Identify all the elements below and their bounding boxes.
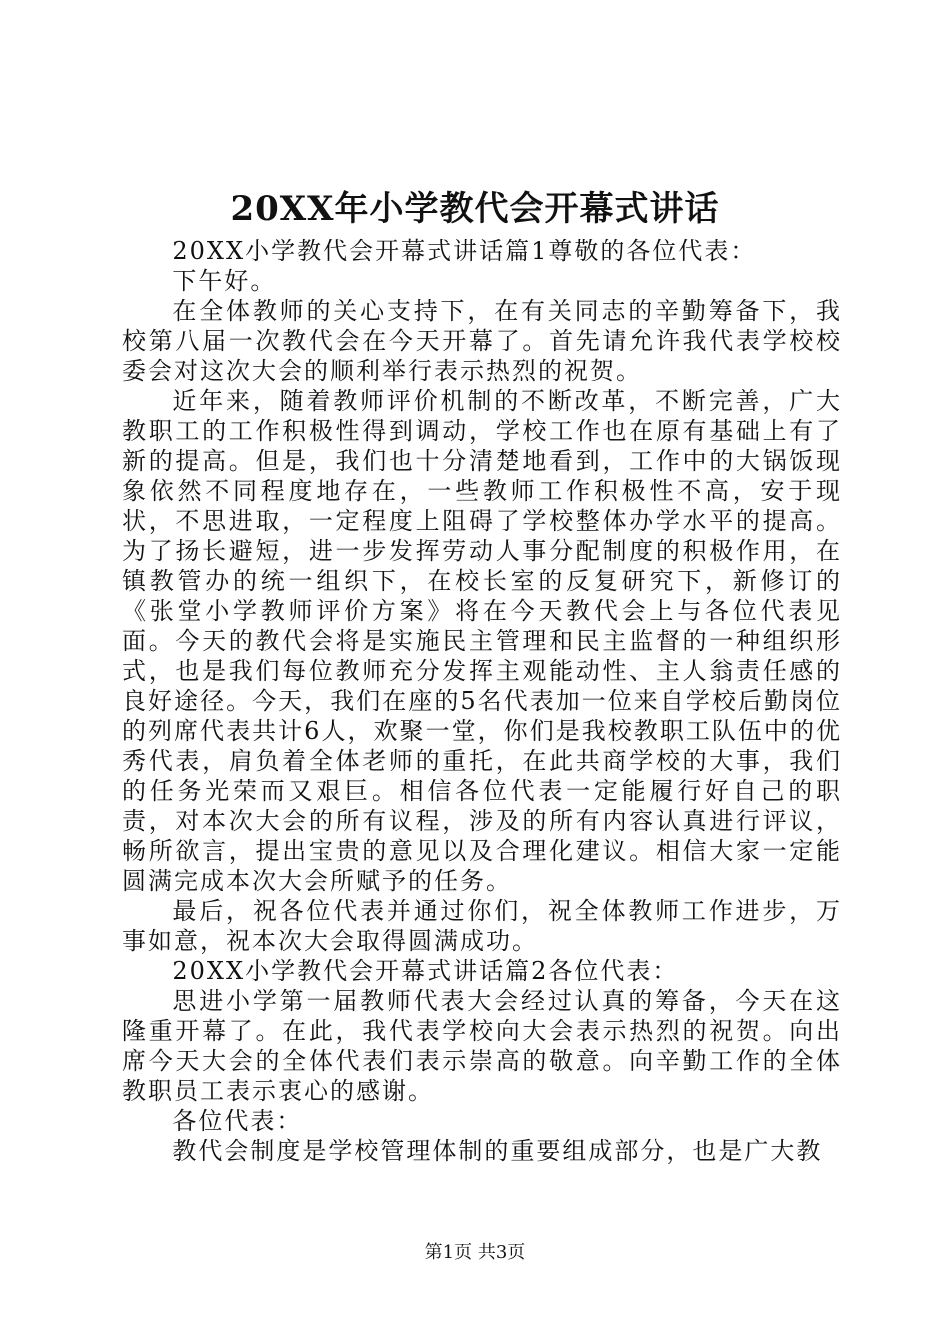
section-heading-2: 20XX小学教代会开幕式讲话篇2各位代表： (172, 957, 679, 985)
document-body (122, 236, 842, 1166)
document-title: 20XX年小学教代会开幕式讲话 (230, 189, 720, 229)
greeting: 下午好。 (172, 267, 277, 295)
paragraph-closing: 最后，祝各位代表并通过你们，祝全体教师工作进步，万事如意，祝本次大会取得圆满成功。 (122, 897, 842, 955)
paragraph-continued: 教代会制度是学校管理体制的重要组成部分，也是广大教 (172, 1137, 823, 1165)
paragraph-opening: 在全体教师的关心支持下，在有关同志的辛勤筹备下，我校第八届一次教代会在今天开幕了。首先请允许我代表学校校委会对这次大会的顺利举行表示热烈的祝贺。 (122, 297, 842, 385)
section-heading-1: 20XX小学教代会开幕式讲话篇1尊敬的各位代表： (172, 237, 757, 265)
address-delegates: 各位代表： (172, 1107, 303, 1135)
paragraph-main: 近年来，随着教师评价机制的不断改革，不断完善，广大教职工的工作积极性得到调动，学校工作也在原有基础上有了新的提高。但是，我们也十分清楚地看到，工作中的大锅饭现象依然不同程度地存在，一些教师工作积极性不高，安于现状，不思进取，一定程度上阻碍了学校整体办学水平的提高。为了扬长避短，进一步发挥劳动人事分配制度的积极作用，在镇教管办的统一组织下，在校长室的反复研究下，新修订的《张堂小学教师评价方案》将在今天教代会上与各位代表见面。今天的教代会将是实施民主管理和民主监督的一种组织形式，也是我们每位教师充分发挥主观能动性、主人翁责任感的良好途径。今天，我们在座的5名代表加一位来自学校后勤岗位的列席代表共计6人，欢聚一堂，你们是我校教职工队伍中的优秀代表，肩负着全体老师的重托，在此共商学校的大事，我们的任务光荣而又艰巨。相信各位代表一定能履行好自己的职责，对本次大会的所有议程，涉及的所有内容认真进行评议，畅所欲言，提出宝贵的意见以及合理化建议。相信大家一定能圆满完成本次大会所赋予的任务。 (122, 387, 842, 895)
page-footer: 第1页 共3页 (424, 1242, 526, 1263)
paragraph-second-opening: 思进小学第一届教师代表大会经过认真的筹备，今天在这隆重开幕了。在此，我代表学校向大会表示热烈的祝贺。向出席今天大会的全体代表们表示崇高的敬意。向辛勤工作的全体教职员工表示衷心的感谢。 (122, 987, 842, 1105)
